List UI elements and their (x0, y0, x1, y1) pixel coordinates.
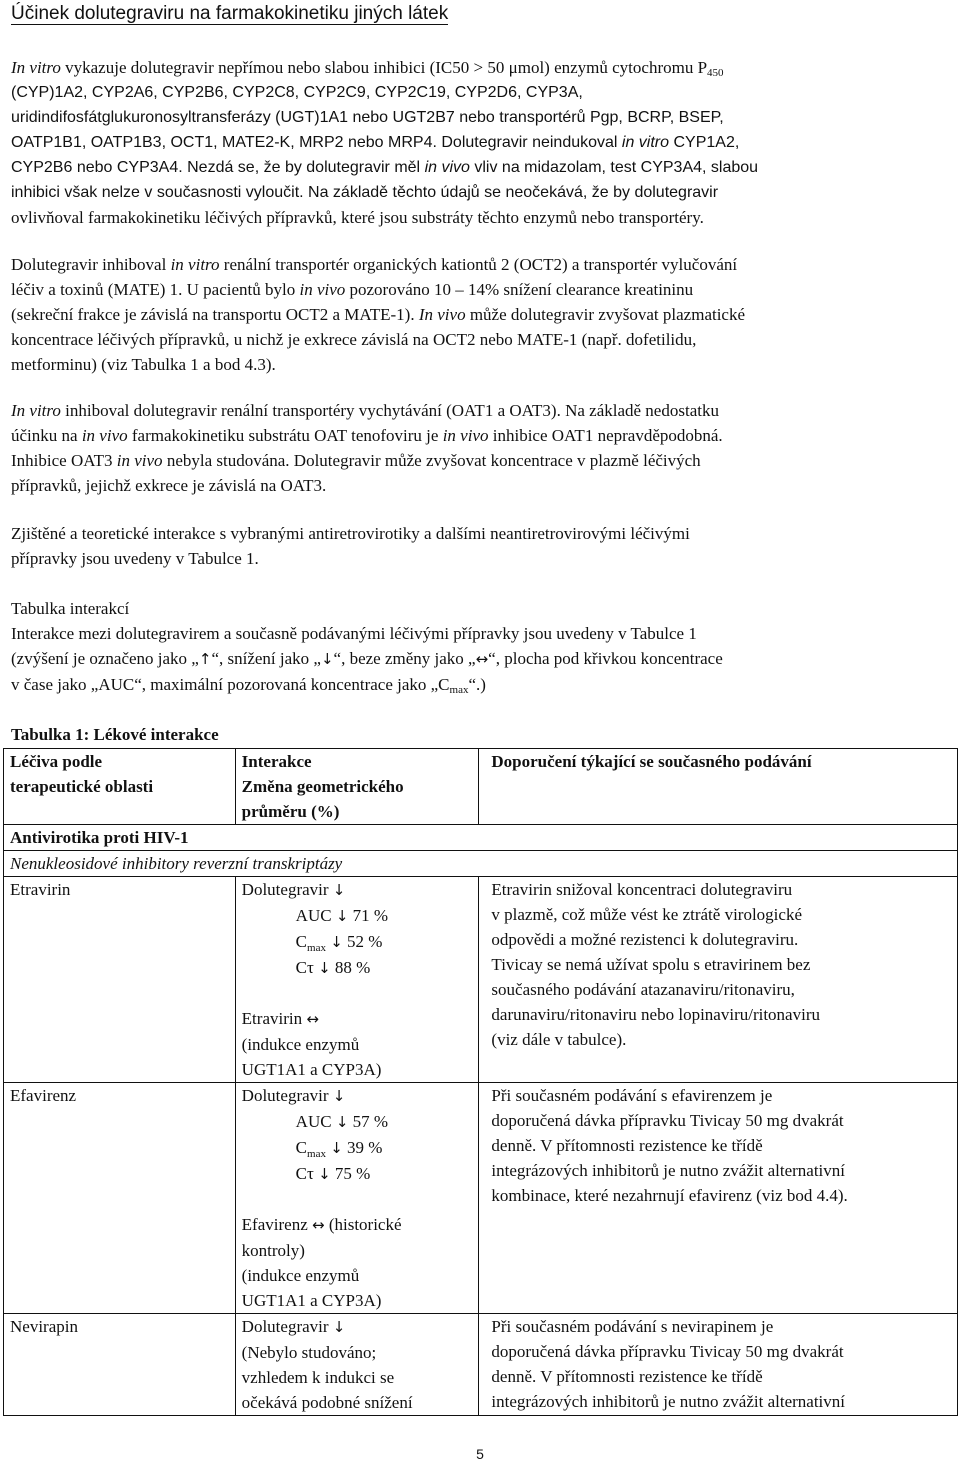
header-interaction: Interakce Změna geometrického průměru (%) (235, 749, 479, 825)
arrow-down-icon: ↓ (335, 1113, 349, 1131)
recommendation-cell: Při současném podávání s nevirapinem je doporučená dávka přípravku Tivicay 50 mg dvakrát denně. V přítomnosti rezistence ke třídě integrázových inhibitorů je nutno zvážit alternativní (479, 1314, 958, 1416)
arrow-down-icon: ↓ (318, 959, 331, 977)
arrow-down-icon: ↓ (332, 1087, 346, 1105)
table-subsection-row (4, 851, 958, 877)
arrow-down-icon: ↓ (335, 907, 349, 925)
arrow-down-icon: ↓ (330, 1139, 343, 1157)
page-number: 5 (476, 1446, 484, 1462)
subsection-nnrti: Nenukleosidové inhibitory reverzní transkriptázy (4, 851, 958, 877)
recommendation-cell: Při současném podávání s efavirenzem je doporučená dávka přípravku Tivicay 50 mg dvakrát denně. V přítomnosti rezistence ke třídě integrázových inhibitorů je nutno zvážit alternativní kombinace, které nezahrnují efavirenz (viz bod 4.4). (479, 1083, 958, 1314)
drug-name: Nevirapin (4, 1314, 236, 1416)
paragraph-oat: In vitro inhiboval dolutegravir renální transportéry vychytávání (OAT1 a OAT3). Na základě nedostatku účinku na in vivo farmakokinetiku substrátu OAT tenofoviru je in vivo inhibice OAT1 nepravděpodobná. Inhibice OAT3 in vivo nebyla studována. Dolutegravir může zvyšovat koncentrace v plazmě léčivých přípravků, jejichž exkrece je závislá na OAT3. (11, 401, 723, 495)
drug-name: Etravirin (4, 877, 236, 1083)
interaction-cell: Dolutegravir ↓ (Nebylo studováno; vzhledem k indukci se očekává podobné snížení (235, 1314, 479, 1416)
header-drug-class: Léčiva podle terapeutické oblasti (4, 749, 236, 825)
arrow-both-icon: ↔ (475, 650, 489, 668)
paragraph-table-legend: Tabulka interakcí Interakce mezi dolutegravirem a současně podávanými léčivými přípravky jsou uvedeny v Tabulce 1 (zvýšení je označeno jako „↑“, snížení jako „↓“, beze změny jako „↔“, plocha pod křivkou koncentrace v čase jako „AUC“, maximální pozorovaná koncentrace jako $„C_{max}“$.) (11, 599, 723, 696)
table-row (4, 877, 958, 1083)
table-header-row (4, 749, 958, 825)
arrow-up-icon: ↑ (198, 650, 212, 668)
recommendation-cell: Etravirin snižoval koncentraci dolutegraviru v plazmě, což může vést ke ztrátě virologické odpovědi a možné rezistenci k dolutegraviru. Tivicay se nemá užívat spolu s etravirinem bez současného podávání atazanaviru/ritonaviru, darunaviru/ritonaviru nebo lopinaviru/ritonaviru (viz dále v tabulce). (479, 877, 958, 1083)
paragraph-in-vitro-inhibition: In vitro vykazuje dolutegravir nepřímou nebo slabou inhibici (IC50 > 50 μmol) enzymů cytochromu $P_{450}$ (CYP)1A2, CYP2A6, CYP2B6, CYP2C8, CYP2C9, CYP2C19, CYP2D6, CYP3A, uridindifosfátglukuronosyltransferázy (UGT)1A1 nebo UGT2B7 nebo transportérů Pgp, BCRP, BSEP, OATP1B1, OATP1B3, OCT1, MATE2-K, MRP2 nebo MRP4. Dolutegravir neindukoval in vitro CYP1A2, CYP2B6 nebo CYP3A4. Nezdá se, že by dolutegravir měl in vivo vliv na midazolam, test CYP3A4, slabou inhibici však nelze v současnosti vyloučit. Na základě těchto údajů se neočekává, že by dolutegravir ovlivňoval farmakokinetiku léčivých přípravků, které jsou substráty těchto enzymů nebo transportéry. (11, 58, 759, 227)
section-heading: Účinek dolutegraviru na farmakokinetiku jiných látek (11, 3, 449, 24)
header-recommendation: Doporučení týkající se současného podávání (479, 749, 958, 825)
arrow-both-icon: ↔ (312, 1216, 325, 1234)
paragraph-interactions-intro: Zjištěné a teoretické interakce s vybranými antiretrovirotiky a dalšími neantiretrovirovými léčivými přípravky jsou uvedeny v Tabulce 1. (11, 524, 690, 568)
table-caption: Tabulka 1: Lékové interakce (11, 725, 219, 744)
interaction-table (3, 748, 958, 1416)
arrow-down-icon: ↓ (332, 1318, 346, 1336)
interaction-cell: Dolutegravir ↓ AUC ↓ 57 % $C_{max}$ ↓ 39 % Cτ ↓ 75 % Efavirenz ↔ (historické kontroly) (indukce enzymů UGT1A1 a CYP3A) (235, 1083, 479, 1314)
arrow-down-icon: ↓ (318, 1165, 331, 1183)
drug-name: Efavirenz (4, 1083, 236, 1314)
section-hiv-antivirals: Antivirotika proti HIV-1 (4, 825, 958, 851)
arrow-down-icon: ↓ (330, 933, 343, 951)
arrow-down-icon: ↓ (320, 650, 334, 668)
arrow-both-icon: ↔ (306, 1010, 319, 1028)
interaction-cell: Dolutegravir ↓ AUC ↓ 71 % $C_{max}$ ↓ 52 % Cτ ↓ 88 % Etravirin ↔ (indukce enzymů UGT1A1 a CYP3A) (235, 877, 479, 1083)
table-row (4, 1314, 958, 1416)
table-row (4, 1083, 958, 1314)
table-section-row (4, 825, 958, 851)
paragraph-oct2-mate: Dolutegravir inhiboval in vitro renální transportér organických kationtů 2 (OCT2) a transportér vylučování léčiv a toxinů (MATE) 1. U pacientů bylo in vivo pozorováno 10 – 14% snížení clearance kreatininu (sekreční frakce je závislá na transportu OCT2 a MATE-1). In vivo může dolutegravir zvyšovat plazmatické koncentrace léčivých přípravků, u nichž je exkrece závislá na OCT2 nebo MATE-1 (např. dofetilidu, metforminu) (viz Tabulka 1 a bod 4.3). (11, 255, 746, 374)
arrow-down-icon: ↓ (332, 881, 346, 899)
